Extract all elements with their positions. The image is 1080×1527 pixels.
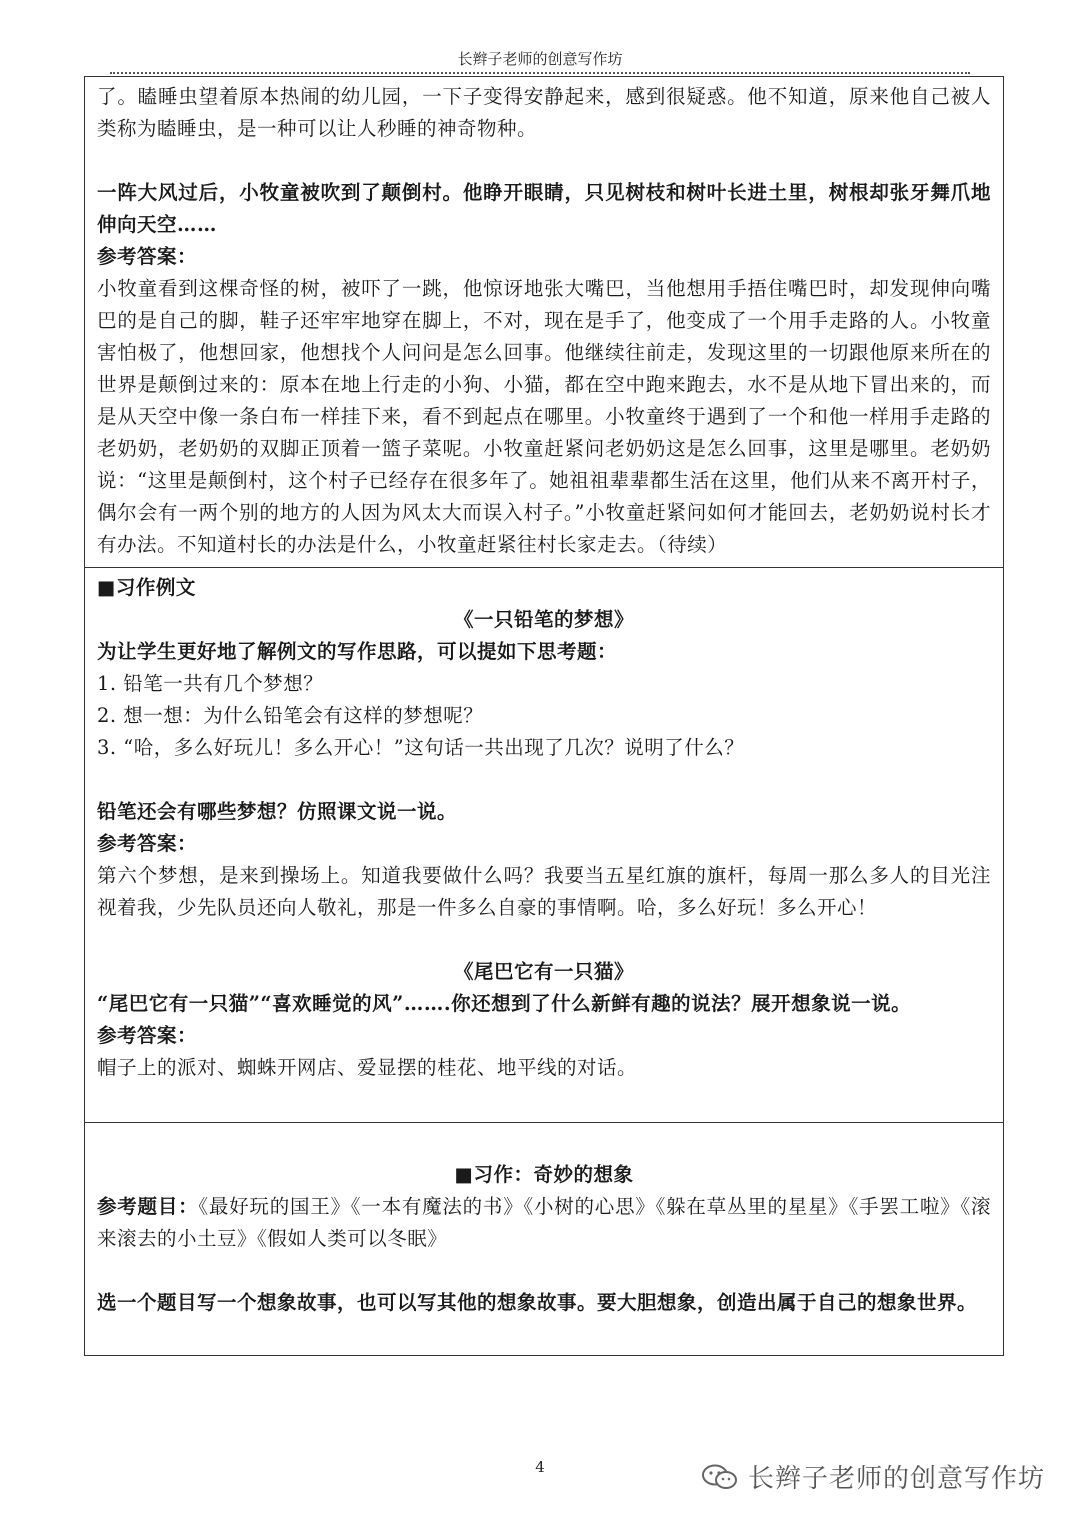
answer-label: 参考答案： xyxy=(97,245,198,268)
essay2-answer-label: 参考答案： xyxy=(97,1024,198,1047)
table-row xyxy=(85,77,1004,568)
example-essays-cell xyxy=(85,568,1004,1123)
essay1-answer-label: 参考答案： xyxy=(97,832,198,855)
writing-task-cell xyxy=(85,1123,1004,1356)
essay1-question-1: 1. 铅笔一共有几个梦想？ xyxy=(97,672,324,695)
essay1-question-3: 3. “哈，多么好玩儿！多么开心！”这句话一共出现了几次？说明了什么？ xyxy=(97,736,745,759)
topics-list: 《最好玩的国王》《一本有魔法的书》《小树的心思》《躲在草丛里的星星》《手罢工啦》《滚来滚去的小土豆》《假如人类可以冬眠》 xyxy=(97,1195,991,1250)
story-cell xyxy=(85,77,1004,568)
content-table xyxy=(84,76,1004,1356)
essay2-answer: 帽子上的派对、蜘蛛开网店、爱显摆的桂花、地平线的对话。 xyxy=(97,1056,638,1079)
topics-paragraph xyxy=(97,1191,991,1255)
story-continuation: 了。瞌睡虫望着原本热闹的幼儿园，一下子变得安静起来，感到很疑惑。他不知道，原来他自己被人类称为瞌睡虫，是一种可以让人秒睡的神奇物种。 xyxy=(97,85,991,140)
topics-label: 参考题目： xyxy=(97,1195,199,1218)
essay1-question-2: 2. 想一想：为什么铅笔会有这样的梦想呢？ xyxy=(97,704,484,727)
section-heading-examples: ■习作例文 xyxy=(97,576,196,599)
table-row xyxy=(85,1123,1004,1356)
section-heading-writing: ■习作：奇妙的想象 xyxy=(454,1163,634,1186)
essay2-prompt: “尾巴它有一只猫”“喜欢睡觉的风”…….你还想到了什么新鲜有趣的说法？展开想象说一说。 xyxy=(97,992,912,1015)
table-row xyxy=(85,568,1004,1123)
essay2-title: 《尾巴它有一只猫》 xyxy=(453,960,634,983)
essay1-prompt: 铅笔还会有哪些梦想？仿照课文说一说。 xyxy=(97,800,458,823)
story-prompt: 一阵大风过后，小牧童被吹到了颠倒村。他睁开眼睛，只见树枝和树叶长进土里，树根却张牙舞爪地伸向天空…… xyxy=(97,181,991,236)
watermark-text: 长辫子老师的创意写作坊 xyxy=(748,1464,1046,1494)
watermark xyxy=(700,1458,1045,1495)
wechat-icon xyxy=(700,1462,740,1492)
page-number: 4 xyxy=(535,1458,545,1476)
page-header-title: 长辫子老师的创意写作坊 xyxy=(457,50,623,68)
writing-instruction: 选一个题目写一个想象故事，也可以写其他的想象故事。要大胆想象，创造出属于自己的想象世界。 xyxy=(97,1291,978,1314)
essay1-title: 《一只铅笔的梦想》 xyxy=(453,608,634,631)
essay1-intro: 为让学生更好地了解例文的写作思路，可以提如下思考题： xyxy=(97,640,618,663)
essay1-answer: 第六个梦想，是来到操场上。知道我要做什么吗？我要当五星红旗的旗杆，每周一那么多人的目光注视着我，少先队员还向人敬礼，那是一件多么自豪的事情啊。哈，多么好玩！多么开心！ xyxy=(97,864,991,919)
reference-answer: 小牧童看到这棵奇怪的树，被吓了一跳，他惊讶地张大嘴巴，当他想用手捂住嘴巴时，却发现伸向嘴巴的是自己的脚，鞋子还牢牢地穿在脚上，不对，现在是手了，他变成了一个用手走路的人。小牧童害怕极了，他想回家，他想找个人问问是怎么回事。他继续往前走，发现这里的一切跟他原来所在的世界是颠倒过来的：原本在地上行走的小狗、小猫，都在空中跑来跑去，水不是从地下冒出来的，而是从天空中像一条白布一样挂下来，看不到起点在哪里。小牧童终于遇到了一个和他一样用手走路的老奶奶，老奶奶的双脚正顶着一篮子菜呢。小牧童赶紧问老奶奶这是怎么回事，这里是哪里。老奶奶说：“这里是颠倒村，这个村子已经存在很多年了。她祖祖辈辈都生活在这里，他们从来不离开村子，偶尔会有一两个别的地方的人因为风太大而误入村子。”小牧童赶紧问如何才能回去，老奶奶说村长才有办法。不知道村长的办法是什么，小牧童赶紧往村长家走去。（待续） xyxy=(97,277,991,556)
header-divider xyxy=(110,72,970,74)
